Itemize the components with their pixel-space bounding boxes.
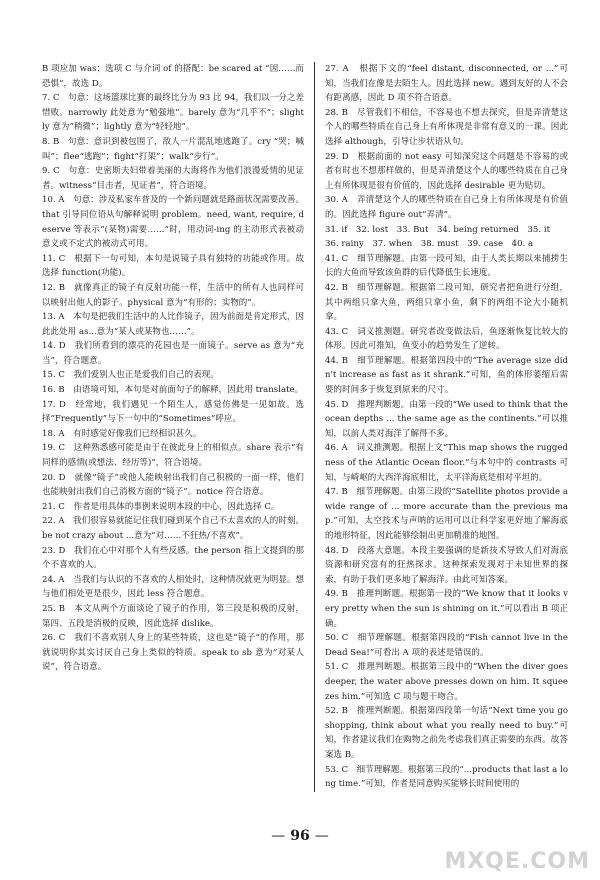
- two-column-text: [42, 62, 568, 792]
- answer-explanation: 42. B 细节理解题。根据第二段可知，研究者把鱼进行分组，其中两组只拿大鱼，两组只拿小鱼，剩下的两组不论大小随机拿。: [325, 282, 568, 323]
- answer-explanation: 14. D 我们所看到的漂亮的花园也是一面镜子。serve as 意为“充当”，符合题意。: [42, 341, 304, 366]
- answer-explanation: 15. C 我们爱别人也正是爱我们自己的表现。: [42, 370, 219, 381]
- answer-explanation: 51. C 推理判断题。根据第三段中的“When the diver goes deeper, the water above presses down on him. It squeezes him.”可知选 C 项与题干吻合。: [325, 662, 568, 702]
- answer-explanation: 26. C 我们不喜欢别人身上的某些特质，这也是“镜子”的作用，那就说明你其实讨厌自己身上类似的特质。speak to sb 意为“对某人说”，符合语意。: [42, 633, 304, 673]
- answer-explanation: B 项应加 was；选项 C 与介词 of 的搭配：be scared at “因……而恐惧”，故选 D。: [42, 64, 304, 89]
- answer-explanation: 45. D 推理判断题。由第一段的“We used to think that the ocean depths ... the same age as the continents.”可以推知，以前人类对海洋了解得不多。: [325, 399, 568, 439]
- answer-explanation: 36. rainy 37. when 38. must 39. case 40. a: [325, 239, 534, 250]
- answer-explanation: 29. D 根据前面的 not easy 可知深究这个问题是不容易的或者有时也不想那样做的，但是弄清楚这个人的哪些特质在自己身上有所体现是很有价值的，因此选择 desirable 更为贴切。: [325, 151, 568, 191]
- answer-explanation: 7. C 句意：这场篮球比赛的最终比分为 93 比 94，我们以一分之差惜败。narrowly 此处意为“勉强地”。barely 意为“几乎不”；slightly 意为“稍微”；lightly 意为“轻轻地”。: [42, 93, 304, 133]
- answer-explanation: 50. C 细节理解题。根据第四段的“Fish cannot live in the Dead Sea!”可看出 A 项的表述是错误的。: [325, 633, 568, 658]
- answer-explanation: 9. C 句意：史密斯夫妇带着美丽的大海将作为他们浪漫爱情的见证者。witness“目击者，见证者”，符合语境。: [42, 166, 304, 191]
- right-column: [314, 62, 568, 792]
- site-watermark: MXQE.COM: [444, 849, 590, 874]
- answer-explanation: 30. A 弄清楚这个人的哪些特质在自己身上有所体现是有价值的。因此选择 figure out“弄清”。: [325, 195, 568, 220]
- answer-explanation: 27. A 根据下文的“feel distant, disconnected, or ...”可知，当我们在像是去陌生人。因此选择 new。遇到友好的人不会有距离感，因此 D 项不符合语意。: [325, 64, 568, 104]
- page-number: — 96 —: [271, 828, 329, 844]
- answer-explanation: 46. A 词义推测题。根据上文“This map shows the ruggedness of the Atlantic Ocean floor.”与本句中的 contrasts 可知，与崎岖的大西洋海底相比，太平洋海底是相对平坦的。: [325, 443, 568, 483]
- answer-explanation: 52. B 推理判断题。根据第四段第一句话“Next time you go shopping, think about what you really need to buy.”可知，作者建议我们在购物之前先考虑我们真正需要的东西。故答案选 B。: [325, 706, 568, 760]
- answer-explanation: 21. C 作者是用具体的事例来说明本段的中心，因此选择 C。: [42, 501, 280, 512]
- page-number-value: 96: [290, 828, 310, 844]
- answer-explanation: 8. B 句意：意识到被包围了，敌人一片混乱地逃跑了。cry “哭；喊叫”；flee“逃跑”；fight“打架”；walk“步行”。: [42, 136, 304, 162]
- answer-explanation: 22. A 我们很容易就能记住我们碰到某个自己不太喜欢的人的时刻。be not crazy about ...意为“对……不狂热/不喜欢”。: [42, 516, 305, 541]
- answer-explanation: 43. C 词义推测题。研究者改变做法后，鱼逐渐恢复比较大的体形。因此可推知，鱼变小的趋势发生了逆转。: [325, 326, 568, 352]
- answer-explanation: 28. B 尽管我们不相信，不容易也不想去探究，但是弄清楚这个人的哪些特质在自己身上有所体现是非常有意义的一课。因此选择 although，引导让步状语从句。: [325, 107, 568, 147]
- left-column: [42, 62, 314, 792]
- answer-explanation: 11. C 根据下一句可知，本句是说镜子具有独特的功能或作用。故选择 function(功能)。: [42, 253, 304, 279]
- answer-explanation: 18. A 有时感觉好像我们已经相识甚久。: [42, 428, 202, 439]
- answer-explanation: 44. B 细节理解题。根据第四段中的“The average size didn't increase as fast as it shrank.”可知，鱼的体形萎缩后需要的时间多于恢复到原来的尺寸。: [325, 355, 568, 396]
- answer-explanation: 49. B 推理判断题。根据第一段的“We know that it looks very pretty when the sun is shining on it.”可以看出 B 项正确。: [325, 589, 568, 629]
- answer-explanation: 25. B 本文从两个方面谈论了镜子的作用，第三段是积极的反射，第四、五段是消极的反映，因此选择 dislike。: [42, 603, 304, 629]
- answer-explanation: 47. B 细节理解题。由第三段的“Satellite photos provide a wide range of ... more accurate than the previous map.”可知，太空技术与声呐的运用可以让科学家更好地了解海底的地形特征，因此能够绘制出更加精准的地图。: [325, 487, 568, 541]
- answer-explanation: 20. D 就像“镜子”或他人能映射出我们自己积极的一面一样，他们也能映射出我们自己消极方面的“镜子”。notice 符合语意。: [42, 472, 304, 498]
- answer-explanation: 53. C 细节理解题。根据第三段的“...products that last a long time.”可知，作者是同意购买能够长时间使用的: [325, 764, 568, 790]
- answer-explanation: 23. D 我们在心中对那个人有些反感。the person 指上文提到的那个不喜欢的人。: [42, 545, 304, 571]
- answer-explanation: 16. B 由语境可知，本句是对前面句子的解释，因此用 translate。: [42, 385, 304, 396]
- answer-explanation: 31. if 32. lost 33. But 34. being returned 35. it: [325, 224, 551, 235]
- answer-explanation: 24. A 当我们与认识的不喜欢的人相处时，这种情况就更为明显。想与他们相处更是很少，因此 less 符合题意。: [42, 574, 305, 600]
- answer-explanation: 41. C 细节理解题。由第一段可知，由于人类长期以来捕捞生长的大鱼而导致该鱼群的后代降低生长速度。: [325, 253, 568, 279]
- answer-explanation: 12. B 就像真正的镜子有反射功能一样，生活中的所有人也同样可以映射出他人的影子。physical 意为“有形的；实物的”。: [42, 282, 304, 308]
- answer-explanation: 10. A 句意：涉及私家车普及的一个新问题就是路面状况需要改善。that 引导同位语从句解释说明 problem。need, want, require, deserve 等表示“(某物)需要……”时，用动词-ing 的主动形式表被动意义或不定式的被动式可用。: [42, 195, 305, 250]
- answer-explanation: 48. D 段落大意题。本段主要强调的是新技术导致人们对海底资源和研究富有的狂热探求。这种探索发现对于未知世界的探索，有助于我们更多地了解海洋。由此可知答案。: [325, 545, 568, 585]
- answer-explanation: 19. C 这种熟悉感可能是由于在彼此身上的相似点。share 表示“有同样的感情(或想法、经历等)”，符合语境。: [42, 443, 304, 469]
- answer-explanation: 13. A 本句是把我们生活中的人比作镜子，因为前面是肯定形式，因此此处用 as...意为“某人或某物也……”。: [42, 312, 305, 337]
- answer-explanation: 17. D 经常地，我们遇见一个陌生人，感觉仿佛是一见如故。选择“Frequently”与下一句中的“Sometimes”呼应。: [42, 399, 304, 425]
